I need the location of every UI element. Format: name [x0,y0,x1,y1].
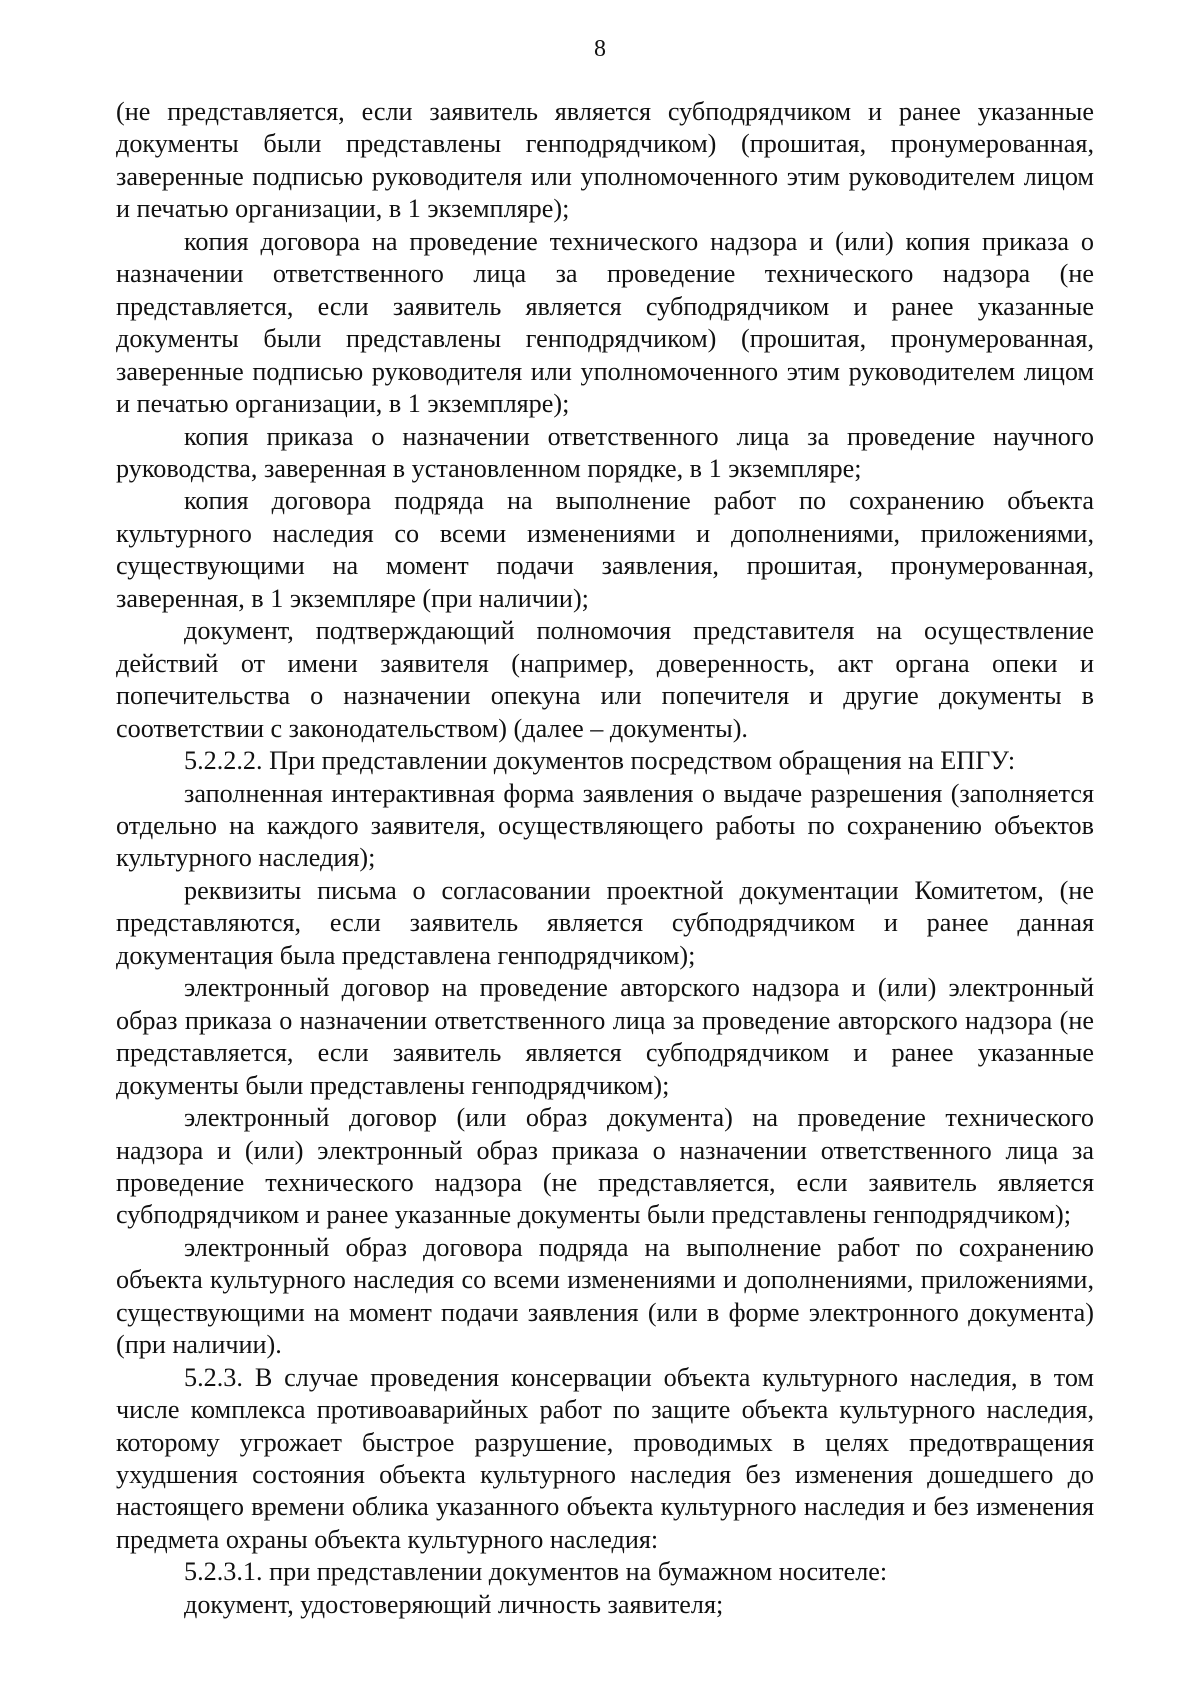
paragraph-electronic-contract-image: электронный образ договора подряда на выполнение работ по сохранению объекта культурного наследия со всеми изменениями и дополнениями, приложениями, существующими на момент подачи заявления (или в форме электронного документа) (при наличии). [116,1232,1094,1360]
paragraph-continuation: (не представляется, если заявитель является субподрядчиком и ранее указанные документы были представлены генподрядчиком) (прошитая, пронумерованная, заверенные подписью руководителя или уполномоченного этим руководителем лицом и печатью организации, в 1 экземпляре); [116,97,1094,224]
paragraph-electronic-author-supervision: электронный договор на проведение авторского надзора и (или) электронный образ приказа о назначении ответственного лица за проведение авторского надзора (не представляется, если заявитель является субподрядчиком и ранее указанные документы были представлены генподрядчиком); [116,973,1094,1100]
paragraph-interactive-form: заполненная интерактивная форма заявления о выдаче разрешения (заполняется отдельно на каждого заявителя, осуществляющего работы по сохранению объектов культурного наследия); [116,778,1094,873]
document-body [116,96,1094,1621]
paragraph-electronic-technical-supervision: электронный договор (или образ документа) на проведение технического надзора и (или) электронный образ приказа о назначении ответственного лица за проведение технического надзора (не представляется, если заявитель является субподрядчиком и ранее указанные документы были представлены генподрядчиком); [116,1103,1094,1230]
paragraph-scientific-management-order: копия приказа о назначении ответственного лица за проведение научного руководства, заверенная в установленном порядке, в 1 экземпляре; [116,421,1094,483]
page-number: 8 [594,36,606,62]
paragraph-section-5-2-2-2: 5.2.2.2. При представлении документов посредством обращения на ЕПГУ: [184,746,1016,776]
paragraph-section-5-2-3: 5.2.3. В случае проведения консервации объекта культурного наследия, в том числе комплекса противоаварийных работ по защите объекта культурного наследия, которому угрожает быстрое разрушение, проводимых в целях предотвращения ухудшения состояния объекта культурного наследия без изменения дошедшего до настоящего времени облика указанного объекта культурного наследия и без изменения предмета охраны объекта культурного наследия: [116,1362,1094,1554]
paragraph-identity-document: документ, удостоверяющий личность заявителя; [184,1589,724,1619]
paragraph-letter-requisites: реквизиты письма о согласовании проектной документации Комитетом, (не представляются, если заявитель является субподрядчиком и ранее данная документация была представлена генподрядчиком); [116,875,1094,970]
paragraph-section-5-2-3-1: 5.2.3.1. при представлении документов на бумажном носителе: [184,1557,888,1587]
paragraph-contract-copy: копия договора подряда на выполнение работ по сохранению объекта культурного наследия со всеми изменениями и дополнениями, приложениями, существующими на момент подачи заявления, прошитая, пронумерованная, заверенная, в 1 экземпляре (при наличии); [116,486,1094,613]
paragraph-technical-supervision-copy: копия договора на проведение технического надзора и (или) копия приказа о назначении ответственного лица за проведение технического надзора (не представляется, если заявитель является субподрядчиком и ранее указанные документы были представлены генподрядчиком) (прошитая, пронумерованная, заверенные подписью руководителя или уполномоченного этим руководителем лицом и печатью организации, в 1 экземпляре); [116,226,1094,419]
paragraph-representative-authority: документ, подтверждающий полномочия представителя на осуществление действий от имени заявителя (например, доверенность, акт органа опеки и попечительства о назначении опекуна или попечителя и другие документы в соответствии с законодательством) (далее – документы). [116,616,1094,743]
